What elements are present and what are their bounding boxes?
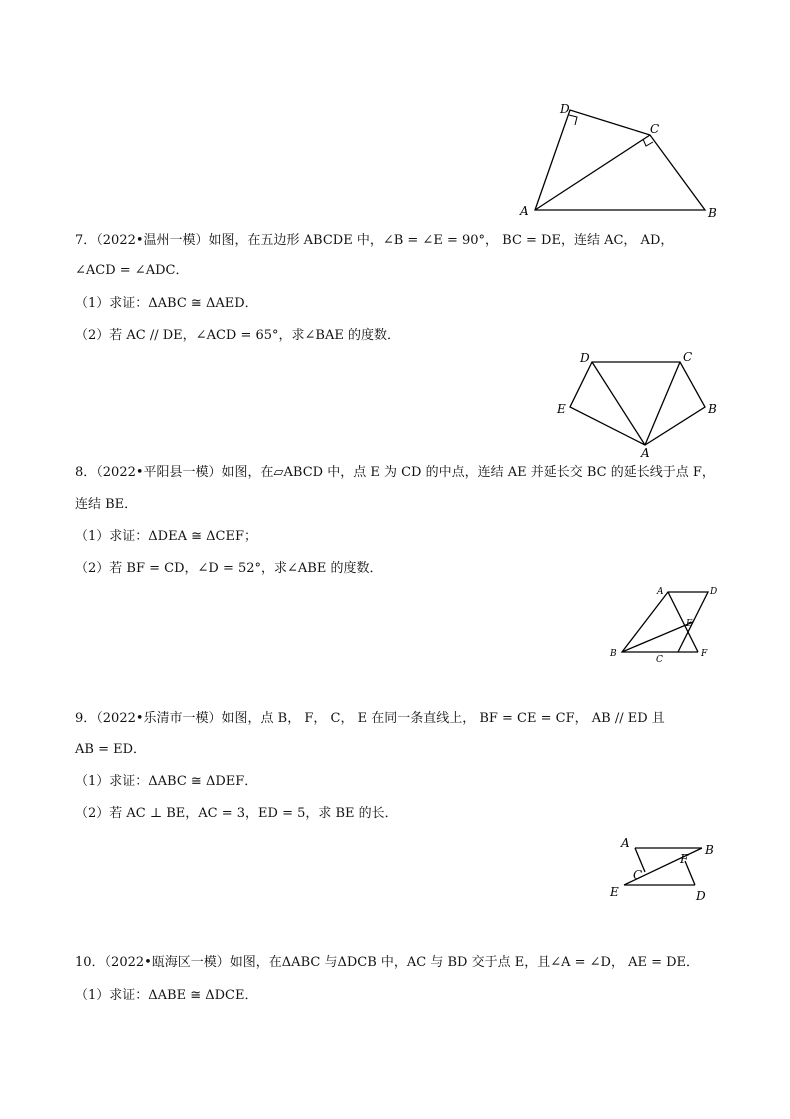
label-f: F — [680, 852, 689, 866]
q9-statement-line2: AB = ED． — [75, 742, 147, 757]
label-c: C — [650, 122, 660, 136]
q7-part1: （1）求证：ΔABC ≅ ΔAED． — [75, 296, 258, 311]
q9-statement-line1: 9．（2022•乐清市一模）如图，点 B， F， C， E 在同一条直线上， BF = CE = CF， AB // ED 且 — [75, 711, 665, 726]
figure-parallelogram-abcd — [600, 580, 730, 670]
q10-statement-line1: 10．（2022•瓯海区一模）如图，在ΔABC 与ΔDCB 中，AC 与 BD 交于点 E，且∠A = ∠D， AE = DE． — [75, 955, 700, 970]
q10-part1: （1）求证：ΔABE ≅ ΔDCE． — [75, 988, 258, 1003]
label-d: D — [580, 351, 590, 365]
q7-statement-line2: ∠ACD = ∠ADC． — [75, 263, 189, 278]
q9-part2: （2）若 AC ⊥ BE，AC = 3，ED = 5，求 BE 的长． — [75, 806, 398, 821]
label-e: E — [610, 885, 619, 899]
q8-part1: （1）求证：ΔDEA ≅ ΔCEF； — [75, 529, 257, 544]
label-b: B — [705, 843, 714, 857]
right-angle-mark-c — [643, 139, 653, 146]
label-e: E — [557, 402, 566, 416]
figure-quadrilateral-adcb — [510, 95, 730, 225]
quad-outline — [535, 110, 705, 210]
parallelogram-outline — [622, 592, 708, 652]
label-f: F — [701, 649, 708, 659]
q7-part2: （2）若 AC // DE，∠ACD = 65°，求∠BAE 的度数． — [75, 328, 400, 343]
label-a: A — [641, 446, 650, 460]
q8-part2: （2）若 BF = CD，∠D = 52°，求∠ABE 的度数． — [75, 561, 383, 576]
q8-statement-line1: 8．（2022•平阳县一模）如图，在▱ABCD 中，点 E 为 CD 的中点，连结 AE 并延长交 BC 的延长线于点 F， — [75, 465, 715, 480]
label-a: A — [520, 204, 529, 218]
segment-ac — [645, 362, 680, 445]
q8-statement-line2: 连结 BE． — [75, 497, 138, 512]
label-d: D — [710, 587, 718, 597]
figure-pentagon-abcde — [550, 345, 730, 460]
label-e: E — [686, 619, 693, 629]
right-angle-mark-d — [569, 115, 577, 125]
segment-b-e — [622, 622, 693, 652]
label-d: D — [696, 889, 706, 903]
segment-ad — [592, 362, 645, 445]
label-b: B — [610, 649, 617, 659]
label-a: A — [621, 836, 630, 850]
q9-part1: （1）求证：ΔABC ≅ ΔDEF． — [75, 774, 258, 789]
label-b: B — [708, 402, 717, 416]
figure-triangles-abc-def — [600, 830, 730, 910]
segment-ac — [535, 135, 650, 210]
q7-statement-line1: 7．（2022•温州一模）如图，在五边形 ABCDE 中，∠B = ∠E = 90°， BC = DE，连结 AC， AD， — [75, 233, 674, 248]
label-a: A — [657, 587, 664, 597]
label-c: C — [633, 868, 643, 882]
label-c: C — [683, 350, 693, 364]
label-c: C — [656, 655, 663, 665]
label-b: B — [708, 206, 717, 220]
label-d: D — [560, 102, 570, 116]
